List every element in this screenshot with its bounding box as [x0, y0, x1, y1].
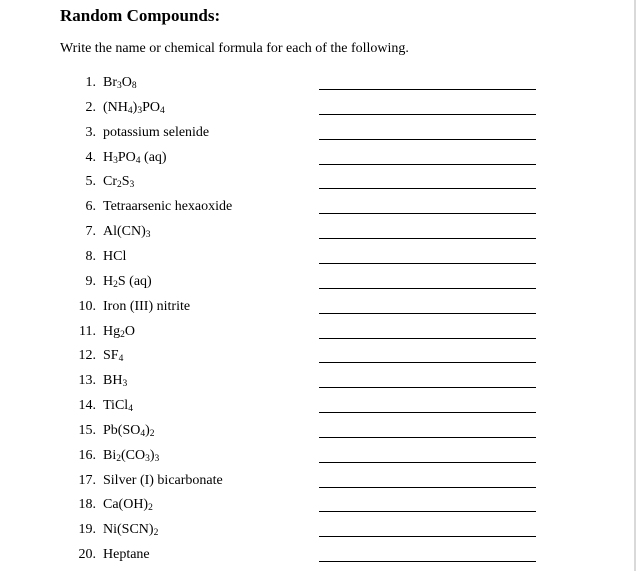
formula-subscript: 4	[159, 105, 165, 116]
formula-subscript: 3	[145, 230, 151, 241]
question-number: 3.	[85, 124, 96, 140]
formula-subscript: 2	[149, 428, 155, 439]
question-text-segment: H	[103, 273, 114, 289]
question-item	[0, 472, 636, 496]
question-text-segment: HCl	[103, 248, 127, 264]
question-text-segment: S	[121, 174, 130, 190]
question-text-segment: )	[145, 422, 150, 438]
question-text	[103, 173, 134, 191]
answer-blank-line[interactable]	[319, 511, 536, 512]
question-text-segment: H	[103, 149, 114, 165]
formula-subscript: 2	[153, 528, 159, 539]
question-text-segment: Ca(OH)	[103, 497, 149, 513]
question-item	[0, 546, 636, 570]
question-item	[0, 273, 636, 297]
formula-subscript: 3	[137, 105, 143, 116]
question-text-segment: potassium selenide	[103, 124, 210, 140]
question-number: 12.	[78, 348, 96, 364]
question-text-segment: (aq)	[140, 149, 167, 165]
question-number: 16.	[78, 447, 96, 463]
answer-blank-line[interactable]	[319, 536, 536, 537]
question-number: 13.	[78, 373, 96, 389]
question-item	[0, 198, 636, 222]
question-text-segment: Cr	[103, 174, 117, 190]
question-text-segment: Ni(SCN)	[103, 522, 154, 538]
question-item	[0, 173, 636, 197]
question-number: 7.	[85, 224, 96, 240]
question-item	[0, 397, 636, 421]
question-text-segment: O	[121, 75, 132, 90]
question-item	[0, 422, 636, 446]
question-text	[103, 397, 133, 415]
question-text	[103, 422, 155, 440]
formula-subscript: 2	[113, 279, 118, 290]
question-number: 18.	[78, 497, 96, 513]
question-text-segment: O	[124, 323, 135, 339]
answer-blank-line[interactable]	[319, 387, 536, 388]
question-text-segment: Heptane	[103, 547, 150, 563]
question-text-segment: )	[149, 447, 155, 463]
question-text	[103, 223, 151, 241]
question-text-segment: Br	[103, 75, 117, 90]
question-text-segment: Hg	[103, 323, 121, 339]
answer-blank-line[interactable]	[319, 462, 536, 463]
question-text-segment: )	[132, 99, 138, 115]
question-text	[103, 74, 137, 92]
question-text-segment: Bi	[103, 447, 117, 463]
question-number: 9.	[85, 273, 96, 289]
question-text-segment: Pb(SO	[103, 422, 141, 438]
question-number: 4.	[85, 149, 96, 165]
question-text-segment: TiCl	[103, 398, 129, 414]
question-number: 11.	[79, 323, 96, 339]
formula-subscript: 4	[127, 105, 133, 116]
formula-subscript: 3	[117, 81, 122, 91]
question-text	[103, 149, 167, 167]
formula-subscript: 2	[148, 503, 153, 514]
answer-blank-line[interactable]	[319, 412, 536, 413]
question-item	[0, 223, 636, 247]
question-item	[0, 347, 636, 371]
question-text-segment: PO	[142, 99, 160, 115]
question-text	[103, 298, 190, 316]
formula-subscript: 3	[154, 453, 160, 464]
answer-blank-line[interactable]	[319, 213, 536, 214]
answer-blank-line[interactable]	[319, 263, 536, 264]
question-text-segment: (CO	[120, 447, 146, 463]
question-number: 6.	[85, 199, 96, 215]
answer-blank-line[interactable]	[319, 338, 536, 339]
question-number: 15.	[78, 422, 96, 438]
question-item	[0, 248, 636, 272]
question-number: 20.	[78, 547, 96, 563]
formula-subscript: 3	[129, 180, 135, 191]
question-item	[0, 323, 636, 347]
question-text	[103, 198, 232, 216]
question-item	[0, 298, 636, 322]
question-text	[103, 248, 126, 266]
answer-blank-line[interactable]	[319, 139, 536, 140]
question-text-segment: Tetraarsenic hexaoxide	[103, 199, 233, 215]
formula-subscript: 8	[131, 81, 137, 91]
worksheet-instructions: Write the name or chemical formula for each of the following.	[60, 41, 409, 56]
answer-blank-line[interactable]	[319, 164, 536, 165]
question-text-segment: SF	[103, 348, 119, 364]
worksheet-title: Random Compounds:	[60, 6, 221, 25]
question-text-segment: Al(CN)	[103, 224, 146, 240]
question-item	[0, 496, 636, 520]
question-item	[0, 99, 636, 123]
answer-blank-line[interactable]	[319, 487, 536, 488]
question-item	[0, 124, 636, 148]
formula-subscript: 3	[113, 155, 118, 166]
answer-blank-line[interactable]	[319, 114, 536, 115]
formula-subscript: 4	[118, 354, 124, 365]
question-item	[0, 372, 636, 396]
question-text	[103, 347, 123, 365]
formula-subscript: 4	[135, 155, 141, 166]
answer-blank-line[interactable]	[319, 437, 536, 438]
question-text	[103, 447, 159, 465]
question-text-segment: Silver (I) bicarbonate	[103, 472, 223, 488]
question-text-segment: S (aq)	[117, 273, 152, 289]
answer-blank-line[interactable]	[319, 313, 536, 314]
question-number: 19.	[78, 522, 96, 538]
question-number: 2.	[85, 99, 96, 115]
question-text-segment: BH	[103, 373, 123, 389]
formula-subscript: 3	[145, 453, 150, 464]
question-text	[103, 521, 158, 539]
question-text	[103, 323, 135, 341]
question-number: 5.	[85, 174, 96, 190]
question-text	[103, 124, 209, 142]
answer-blank-line[interactable]	[319, 188, 536, 189]
question-text-segment: PO	[117, 149, 136, 165]
question-number: 14.	[78, 398, 96, 414]
question-text	[103, 496, 153, 514]
formula-subscript: 3	[122, 379, 128, 390]
formula-subscript: 2	[117, 180, 122, 191]
question-number: 17.	[78, 472, 96, 488]
formula-subscript: 4	[140, 428, 146, 439]
question-item	[0, 74, 636, 98]
answer-blank-line[interactable]	[319, 288, 536, 289]
question-text	[103, 273, 152, 291]
question-item	[0, 447, 636, 471]
formula-subscript: 4	[128, 404, 133, 415]
question-text	[103, 472, 223, 490]
answer-blank-line[interactable]	[319, 561, 536, 562]
formula-subscript: 2	[120, 329, 125, 340]
question-text	[103, 372, 127, 390]
question-number: 8.	[85, 248, 96, 264]
question-text	[103, 546, 150, 564]
answer-blank-line[interactable]	[319, 238, 536, 239]
answer-blank-line[interactable]	[319, 89, 536, 90]
question-number: 1.	[85, 75, 96, 90]
formula-subscript: 2	[116, 453, 121, 464]
question-text	[103, 99, 165, 117]
question-item	[0, 521, 636, 545]
question-text-segment: Iron (III) nitrite	[103, 298, 191, 314]
question-number: 10.	[78, 298, 96, 314]
question-text-segment: (NH	[103, 99, 128, 115]
question-item	[0, 149, 636, 173]
answer-blank-line[interactable]	[319, 362, 536, 363]
